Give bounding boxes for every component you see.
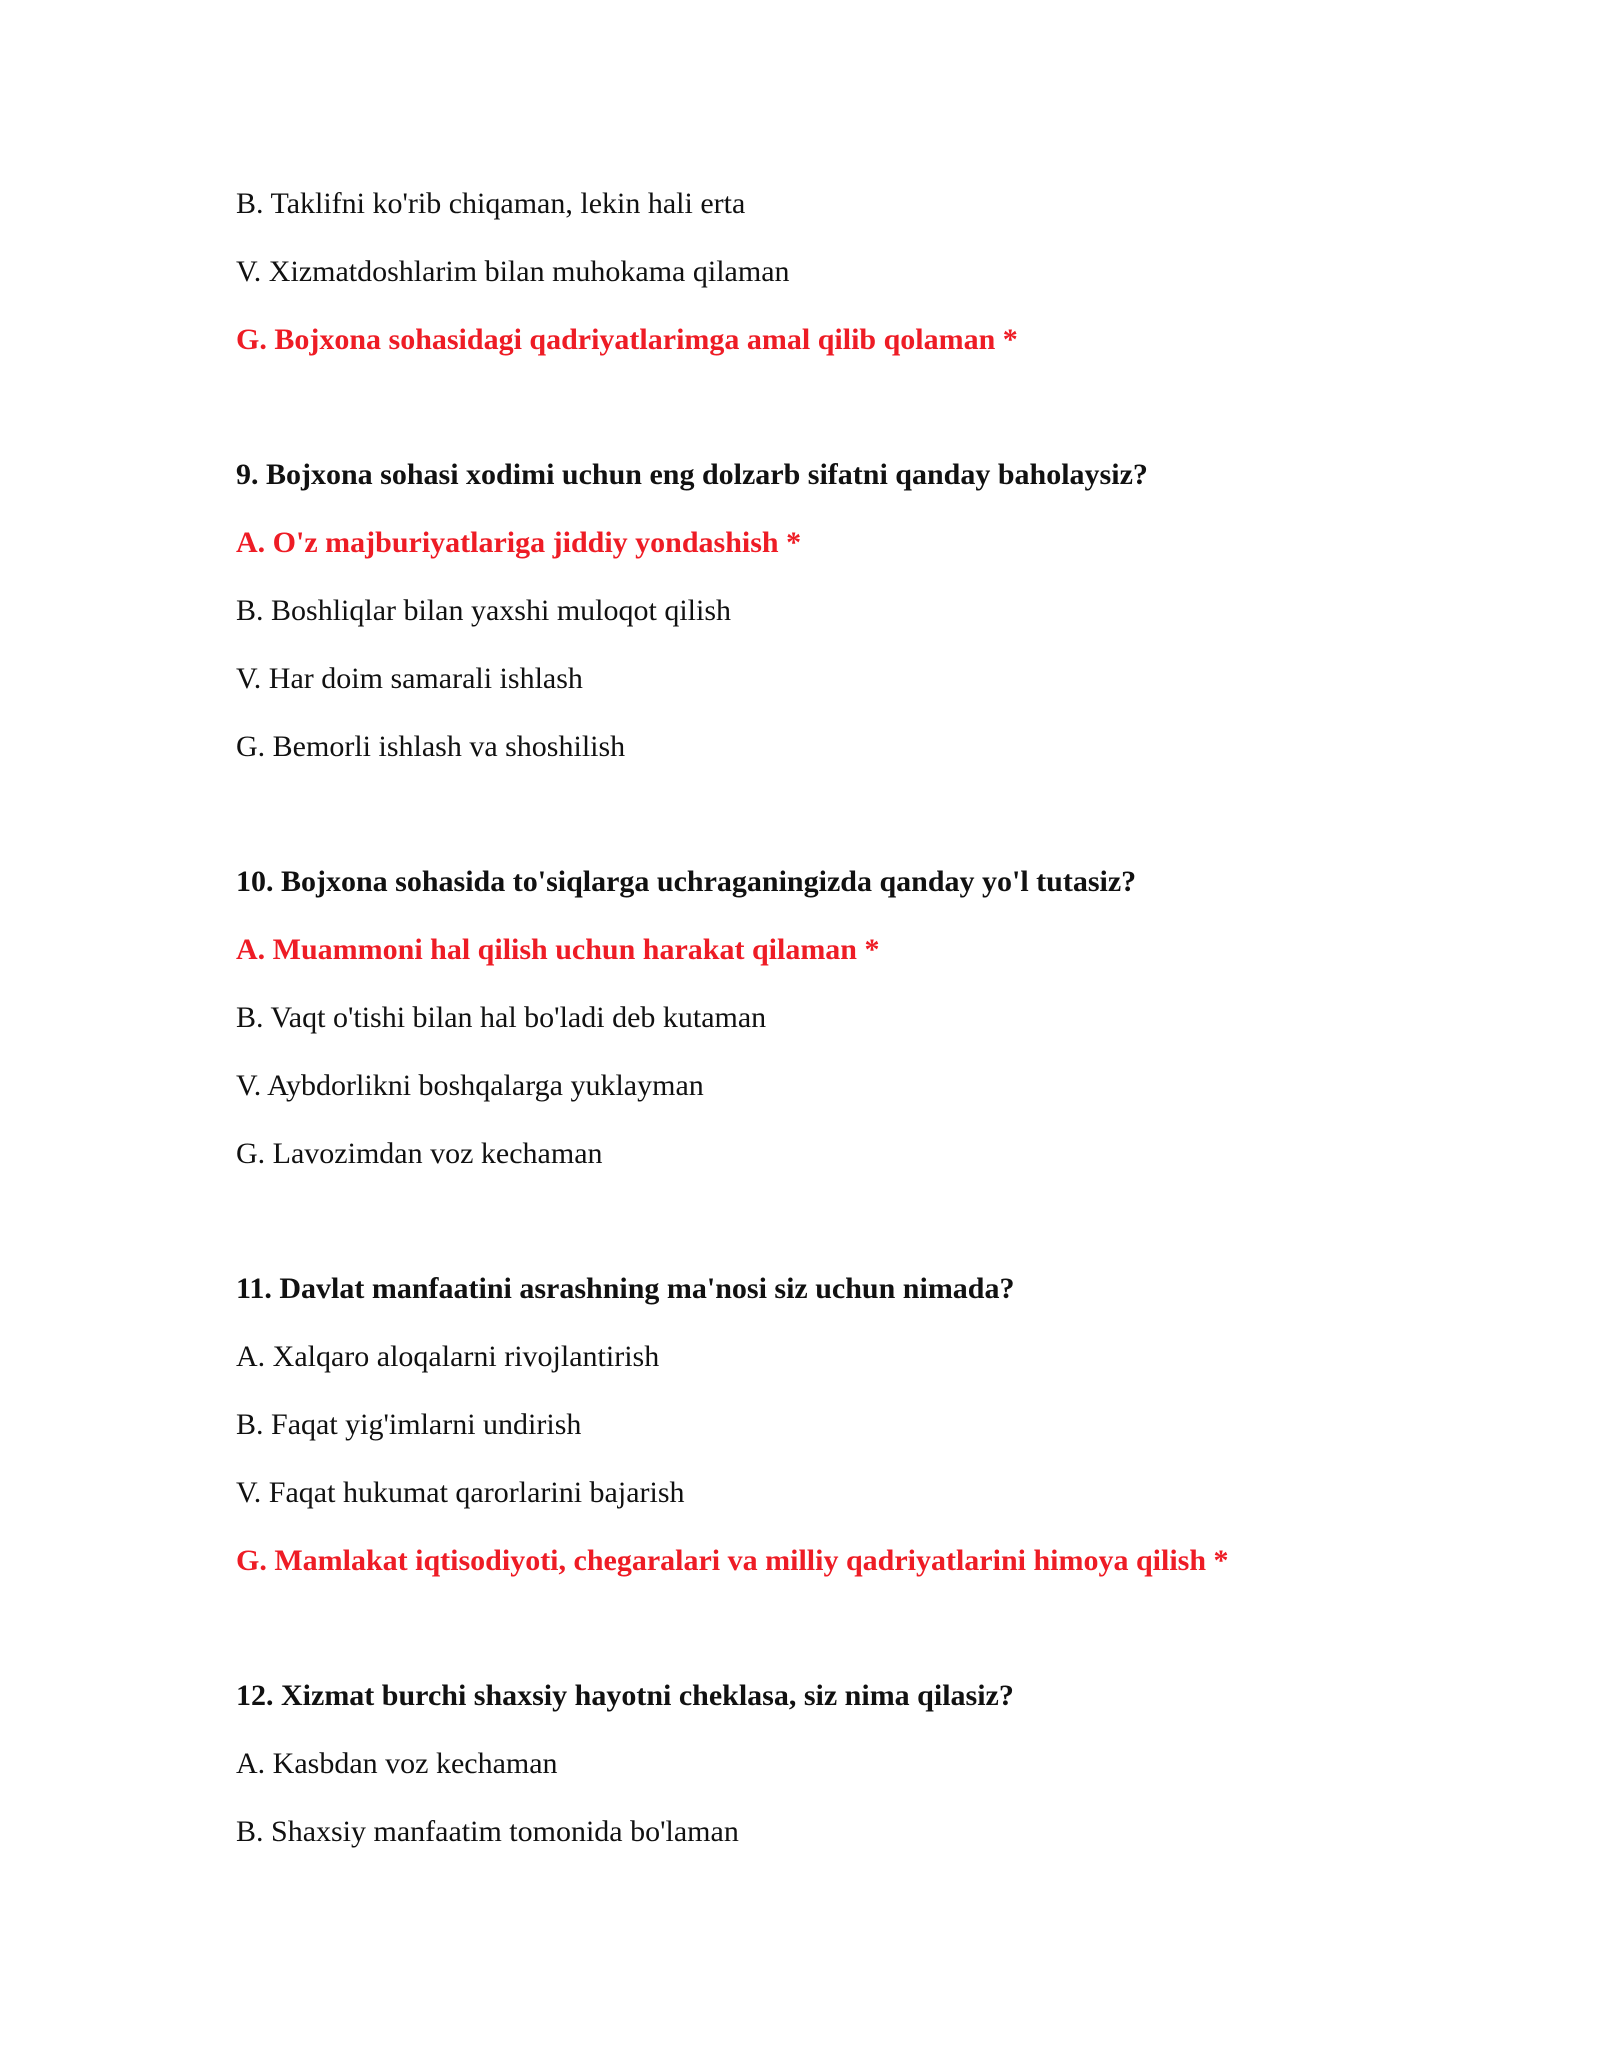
q9-option-a-correct: A. O'z majburiyatlariga jiddiy yondashish * bbox=[236, 526, 802, 559]
q9-option-b: B. Boshliqlar bilan yaxshi muloqot qilish bbox=[236, 594, 731, 627]
q9-option-v: V. Har doim samarali ishlash bbox=[236, 662, 583, 695]
question-11-block bbox=[236, 1271, 1436, 1579]
q10-option-v: V. Aybdorlikni boshqalarga yuklayman bbox=[236, 1069, 704, 1102]
q11-option-a: A. Xalqaro aloqalarni rivojlantirish bbox=[236, 1340, 660, 1373]
q12-option-b: B. Shaxsiy manfaatim tomonida bo'laman bbox=[236, 1815, 739, 1848]
q8-option-b: B. Taklifni ko'rib chiqaman, lekin hali erta bbox=[236, 187, 746, 220]
q9-question: 9. Bojxona sohasi xodimi uchun eng dolzarb sifatni qanday baholaysiz? bbox=[236, 458, 1148, 491]
q12-option-a: A. Kasbdan voz kechaman bbox=[236, 1747, 558, 1780]
question-10-block bbox=[236, 864, 1436, 1172]
spacer bbox=[236, 1204, 1436, 1271]
question-12-block bbox=[236, 1678, 1436, 1850]
q11-option-b: B. Faqat yig'imlarni undirish bbox=[236, 1408, 582, 1441]
q11-question: 11. Davlat manfaatini asrashning ma'nosi siz uchun nimada? bbox=[236, 1272, 1015, 1305]
document-content bbox=[236, 186, 1436, 1882]
q8-option-g-correct: G. Bojxona sohasidagi qadriyatlarimga amal qilib qolaman * bbox=[236, 323, 1018, 356]
question-9-block bbox=[236, 457, 1436, 765]
q9-option-g: G. Bemorli ishlash va shoshilish bbox=[236, 730, 626, 763]
spacer bbox=[236, 797, 1436, 864]
spacer bbox=[236, 1611, 1436, 1678]
q10-option-a-correct: A. Muammoni hal qilish uchun harakat qilaman * bbox=[236, 933, 880, 966]
q11-option-g-correct: G. Mamlakat iqtisodiyoti, chegaralari va milliy qadriyatlarini himoya qilish * bbox=[236, 1544, 1229, 1577]
q10-option-g: G. Lavozimdan voz kechaman bbox=[236, 1137, 603, 1170]
question-8-block bbox=[236, 186, 1436, 358]
q8-option-v: V. Xizmatdoshlarim bilan muhokama qilaman bbox=[236, 255, 790, 288]
q10-question: 10. Bojxona sohasida to'siqlarga uchraganingizda qanday yo'l tutasiz? bbox=[236, 865, 1137, 898]
q12-question: 12. Xizmat burchi shaxsiy hayotni cheklasa, siz nima qilasiz? bbox=[236, 1679, 1014, 1712]
q11-option-v: V. Faqat hukumat qarorlarini bajarish bbox=[236, 1476, 685, 1509]
spacer bbox=[236, 390, 1436, 457]
q10-option-b: B. Vaqt o'tishi bilan hal bo'ladi deb kutaman bbox=[236, 1001, 767, 1034]
